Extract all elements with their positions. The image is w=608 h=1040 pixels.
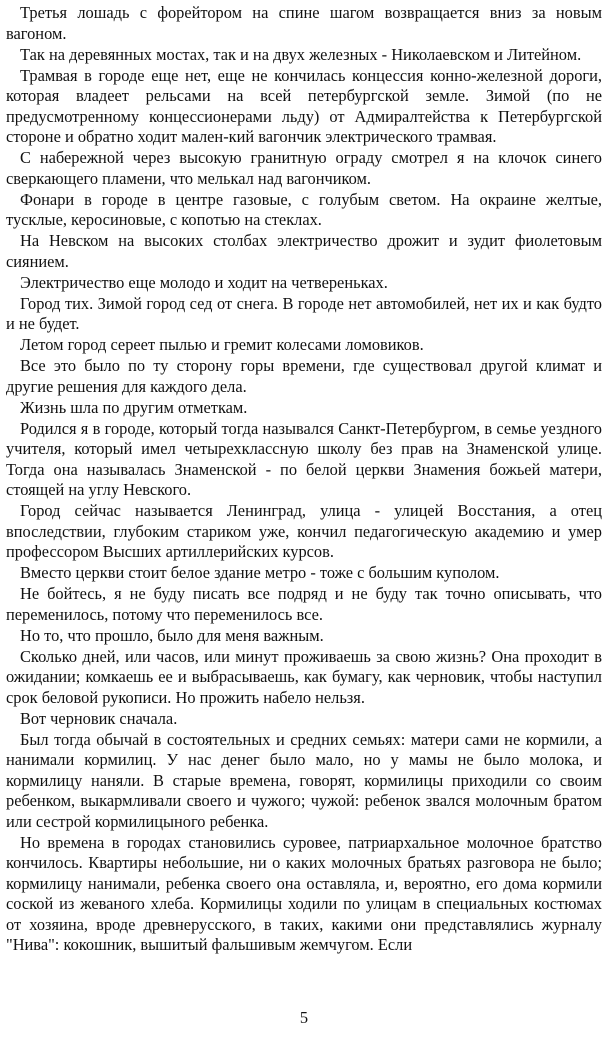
- paragraph: Вместо церкви стоит белое здание метро - тоже с большим куполом.: [20, 563, 500, 582]
- paragraph: Все это было по ту сторону горы времени, где существовал другой климат и другие решения для каждого дела.: [6, 356, 602, 396]
- body-text: [6, 3, 602, 956]
- paragraph: Фонари в городе в центре газовые, с голубым светом. На окраине желтые, тусклые, керосиновые, с копотью на стеклах.: [6, 189, 602, 229]
- paragraph: Но времена в городах становились суровее, патриархальное молочное братство кончилось. Квартиры небольшие, ни о каких молочных братьях разговора не было; кормилицу нанимали, ребенка своего она оставляла, и, вероятно, его дома кормили соской из жеваного хлеба. Кормилицы ходили по улицам в специальных костюмах от хозяина, вроде древнерусского, в таких, какими они представлялись журналу "Нива": кокошник, вышитый фальшивым жемчугом. Если: [6, 832, 602, 954]
- paragraph: Родился я в городе, который тогда назывался Санкт-Петербургом, в семье уездного учителя, который имел четырехклассную школу без прав на Знаменской улице. Тогда она называлась Знаменской - по белой церкви Знамения божьей матери, стоящей на углу Невского.: [6, 418, 602, 499]
- paragraph: Город тих. Зимой город сед от снега. В городе нет автомобилей, нет их и как будто и не будет.: [6, 293, 602, 333]
- paragraph: Летом город сереет пылью и гремит колесами ломовиков.: [20, 335, 424, 354]
- paragraph: Был тогда обычай в состоятельных и средних семьях: матери сами не кормили, а нанимали кормилиц. У нас денег было мало, но у мамы не было молока, и кормилицу наняли. В старые времена, говорят, кормилицы приходили со своим ребенком, выкармливали своего и чужого; чужой: ребенок звался молочным братом или сестрой кормилицыного ребенка.: [6, 729, 602, 831]
- paragraph: На Невском на высоких столбах электричество дрожит и зудит фиолетовым сиянием.: [6, 231, 602, 271]
- paragraph: Так на деревянных мостах, так и на двух железных - Николаевском и Литейном.: [20, 44, 582, 64]
- paragraph: Город сейчас называется Ленинград, улица - улицей Восстания, а отец впоследствии, глубоким стариком уже, кончил педагогическую академию и умер профессором Высших артиллерийских курсов.: [6, 501, 602, 561]
- paragraph: Сколько дней, или часов, или минут проживаешь за свою жизнь? Она проходит в ожидании; комкаешь ее и выбрасываешь, как бумагу, как черновик, чтобы наступил срок беловой рукописи. Но прожить набело нельзя.: [6, 646, 602, 707]
- paragraph: Вот черновик сначала.: [20, 708, 178, 728]
- paragraph: С набережной через высокую гранитную ограду смотрел я на клочок синего сверкающего пламени, что мелькал над вагончиком.: [6, 148, 602, 188]
- paragraph: Электричество еще молодо и ходит на четвереньках.: [20, 272, 388, 292]
- paragraph: Третья лошадь с форейтором на спине шагом возвращается вниз за новым вагоном.: [6, 3, 602, 43]
- page-number: 5: [299, 1008, 309, 1027]
- paragraph: Не бойтесь, я не буду писать все подряд и не буду так точно описывать, что переменилось, потому что переменилось все.: [6, 584, 602, 624]
- paragraph: Трамвая в городе еще нет, еще не кончилась концессия конно-железной дороги, которая владеет рельсами на всей петербургской земле. Зимой (по не предусмотренному концессионерами льду) от Адмиралтейства к Петербургской стороне и обратно ходит мален-кий вагончик электрического трамвая.: [6, 65, 602, 146]
- paragraph: Жизнь шла по другим отметкам.: [20, 397, 248, 417]
- paragraph: Но то, что прошло, было для меня важным.: [20, 625, 324, 645]
